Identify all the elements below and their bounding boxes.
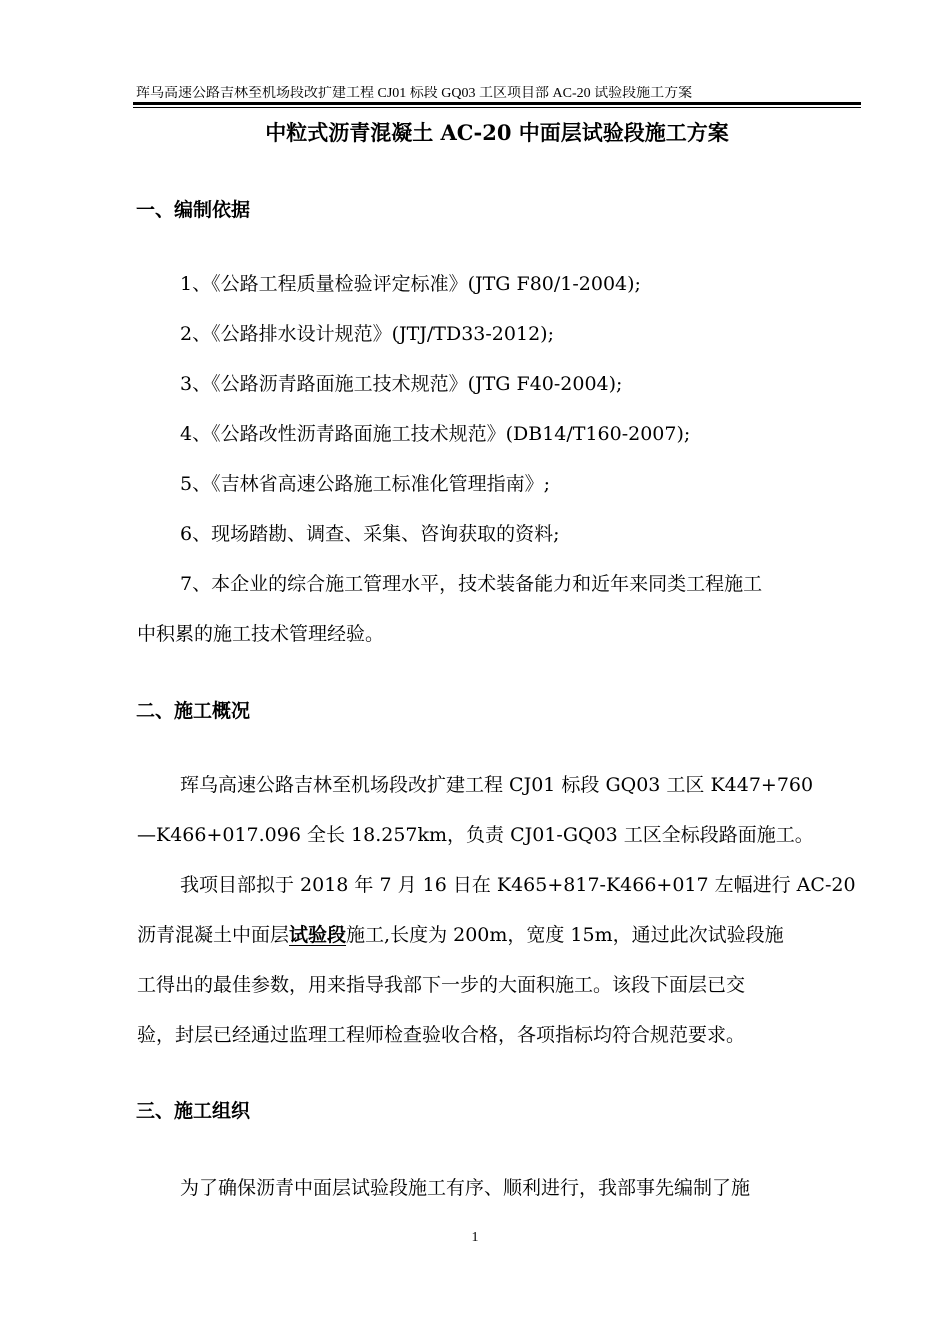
reference-item: 6、现场踏勘、调查、采集、咨询获取的资料; [180,523,560,545]
overview-paragraph-1-line1: 珲乌高速公路吉林至机场段改扩建工程 CJ01 标段 GQ03 工区 K447+760 [180,774,814,796]
section-heading-organization: 三、施工组织 [136,1100,251,1122]
line-text: 沥青混凝土中面层 [137,924,290,946]
line-text: 施工,长度为 200m，宽度 15m，通过此次试验段施 [346,924,784,946]
page-number: 1 [471,1230,479,1245]
overview-paragraph-1-line2: —K466+017.096 全长 18.257km，负责 CJ01-GQ03 工区全标段路面施工。 [137,824,814,846]
organization-paragraph-line1: 为了确保沥青中面层试验段施工有序、顺利进行，我部事先编制了施 [180,1177,751,1199]
overview-paragraph-2-line2 [137,921,784,949]
section-heading-overview: 二、施工概况 [136,700,251,722]
overview-paragraph-2-line3: 工得出的最佳参数，用来指导我部下一步的大面积施工。该段下面层已交 [137,974,746,996]
reference-item: 1、《公路工程质量检验评定标准》(JTG F80/1-2004); [180,273,641,295]
running-header: 珲乌高速公路吉林至机场段改扩建工程 CJ01 标段 GQ03 工区项目部 AC-20 试验段施工方案 [136,86,693,101]
reference-item: 3、《公路沥青路面施工技术规范》(JTG F40-2004); [180,373,623,395]
header-rule-thick [133,102,861,105]
section-heading-basis: 一、编制依据 [136,199,251,221]
reference-item: 2、《公路排水设计规范》(JTJ/TD33-2012); [180,323,554,345]
reference-item-7-line1: 7、本企业的综合施工管理水平，技术装备能力和近年来同类工程施工 [180,573,763,595]
trial-section-term: 试验段 [289,924,347,946]
overview-paragraph-2-line4: 验，封层已经通过监理工程师检查验收合格，各项指标均符合规范要求。 [137,1024,746,1046]
document-title: 中粒式沥青混凝土 AC-20 中面层试验段施工方案 [265,120,729,145]
reference-item: 4、《公路改性沥青路面施工技术规范》(DB14/T160-2007); [180,423,691,445]
header-rule-thin [133,107,861,108]
reference-item: 5、《吉林省高速公路施工标准化管理指南》; [180,473,550,495]
reference-item-7-line2: 中积累的施工技术管理经验。 [137,623,385,645]
overview-paragraph-2-line1: 我项目部拟于 2018 年 7 月 16 日在 K465+817-K466+017 左幅进行 AC-20 [180,874,856,896]
